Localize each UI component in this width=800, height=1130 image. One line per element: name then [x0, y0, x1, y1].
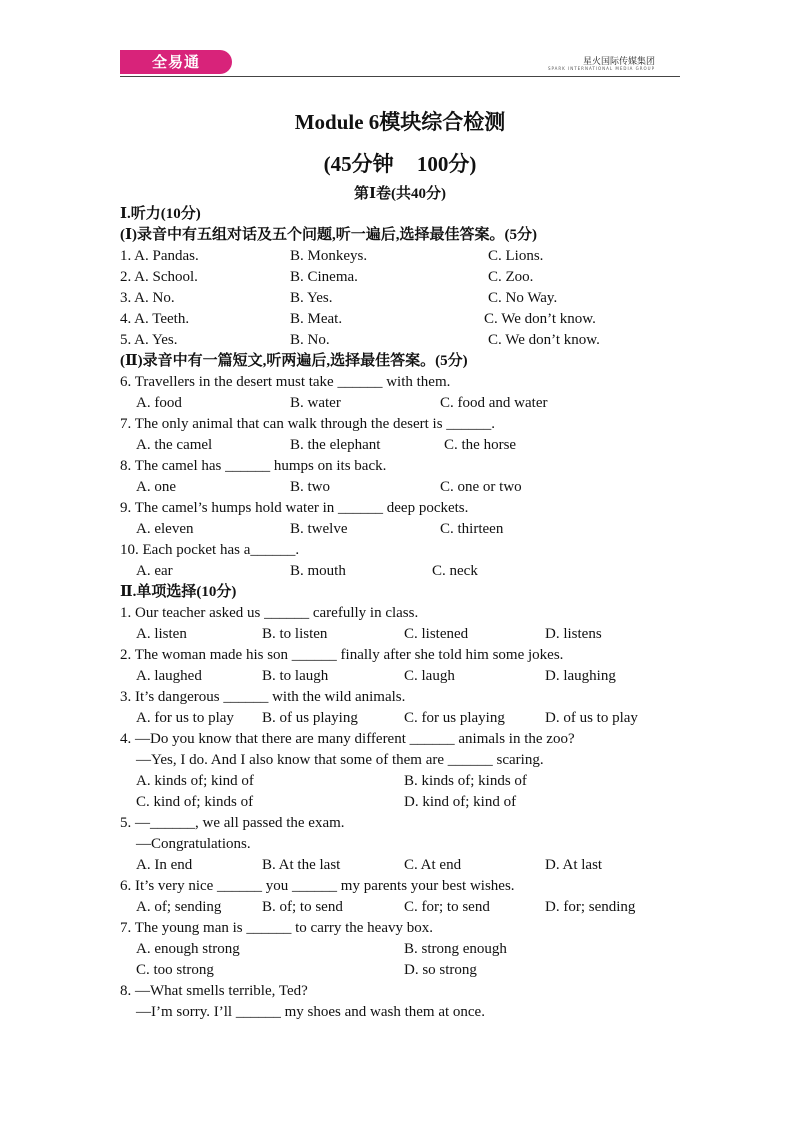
option: B. water	[290, 395, 341, 411]
option: D. so strong	[404, 962, 477, 978]
option: B. Cinema.	[290, 269, 358, 285]
question: 1. Our teacher asked us ______ carefully in class.	[120, 605, 419, 621]
option: B. to listen	[262, 626, 328, 642]
section-heading: Ⅰ.听力(10分)	[120, 206, 201, 222]
question: 2. The woman made his son ______ finally after she told him some jokes.	[120, 647, 564, 663]
option: A. one	[136, 479, 176, 495]
option: D. kind of; kind of	[404, 794, 517, 810]
option: C. We don’t know.	[484, 311, 596, 327]
option: C. laugh	[404, 668, 455, 684]
option: C. too strong	[136, 962, 214, 978]
option: C. for; to send	[404, 899, 490, 915]
option: D. laughing	[545, 668, 616, 684]
option: B. No.	[290, 332, 330, 348]
option: C. At end	[404, 857, 462, 873]
question: 8. —What smells terrible, Ted?	[120, 983, 308, 999]
option: C. No Way.	[488, 290, 558, 306]
option: B. to laugh	[262, 668, 329, 684]
question: 1. A. Pandas.	[120, 248, 199, 264]
header-divider	[120, 76, 680, 77]
option: B. kinds of; kinds of	[404, 773, 527, 789]
option: D. At last	[545, 857, 603, 873]
option: B. two	[290, 479, 331, 495]
option: C. the horse	[444, 437, 517, 453]
option: B. twelve	[290, 521, 348, 537]
question: 3. A. No.	[120, 290, 175, 306]
option: D. for; sending	[545, 899, 636, 915]
question: 4. A. Teeth.	[120, 311, 190, 327]
option: B. Yes.	[290, 290, 333, 306]
option: C. We don’t know.	[488, 332, 600, 348]
option: C. thirteen	[440, 521, 504, 537]
option: C. neck	[432, 563, 478, 579]
question: 5. A. Yes.	[120, 332, 178, 348]
option: A. In end	[136, 857, 193, 873]
publisher-subtitle: SPARK INTERNATIONAL MEDIA GROUP	[547, 66, 655, 71]
option: C. food and water	[440, 395, 548, 411]
publisher-name: 星火国际传媒集团	[582, 57, 655, 67]
option: C. Zoo.	[488, 269, 534, 285]
option: B. At the last	[262, 857, 341, 873]
question: 8. The camel has ______ humps on its back.	[120, 458, 387, 474]
question: 2. A. School.	[120, 269, 198, 285]
question: 7. The young man is ______ to carry the heavy box.	[120, 920, 433, 936]
question-continuation: —Congratulations.	[136, 836, 251, 852]
question: 5. —______, we all passed the exam.	[120, 815, 345, 831]
question: 7. The only animal that can walk through the desert is ______.	[120, 416, 496, 432]
option: B. mouth	[290, 563, 346, 579]
option: C. listened	[404, 626, 469, 642]
question: 6. It’s very nice ______ you ______ my parents your best wishes.	[120, 878, 515, 894]
part-heading: 第Ⅰ卷(共40分)	[353, 186, 446, 202]
option: A. listen	[136, 626, 187, 642]
option: B. strong enough	[404, 941, 507, 957]
question: 4. —Do you know that there are many different ______ animals in the zoo?	[120, 731, 575, 747]
subsection-heading: (Ⅱ)录音中有一篇短文,听两遍后,选择最佳答案。(5分)	[120, 353, 468, 369]
option: C. Lions.	[488, 248, 544, 264]
option: A. kinds of; kind of	[136, 773, 254, 789]
section-heading: Ⅱ.单项选择(10分)	[120, 584, 237, 600]
logo: 全易通	[120, 50, 232, 74]
option: A. of; sending	[136, 899, 222, 915]
option: C. kind of; kinds of	[136, 794, 254, 810]
option: B. Meat.	[290, 311, 343, 327]
question: 9. The camel’s humps hold water in ______ deep pockets.	[120, 500, 469, 516]
option: B. the elephant	[290, 437, 381, 453]
option: C. for us playing	[404, 710, 505, 726]
option: D. of us to play	[545, 710, 638, 726]
subsection-heading: (Ⅰ)录音中有五组对话及五个问题,听一遍后,选择最佳答案。(5分)	[120, 227, 537, 243]
option: A. ear	[136, 563, 173, 579]
option: A. laughed	[136, 668, 202, 684]
page-title: Module 6模块综合检测	[294, 110, 506, 134]
page-subtitle: (45分钟 100分)	[323, 152, 477, 176]
option: B. Monkeys.	[290, 248, 368, 264]
option: A. enough strong	[136, 941, 240, 957]
question: 10. Each pocket has a______.	[120, 542, 300, 558]
question-continuation: —Yes, I do. And I also know that some of them are ______ scaring.	[136, 752, 544, 768]
option: B. of us playing	[262, 710, 358, 726]
option: A. the camel	[136, 437, 213, 453]
option: D. listens	[545, 626, 602, 642]
question-continuation: —I’m sorry. I’ll ______ my shoes and wash them at once.	[136, 1004, 485, 1020]
option: C. one or two	[440, 479, 522, 495]
option: A. food	[136, 395, 182, 411]
question: 3. It’s dangerous ______ with the wild animals.	[120, 689, 406, 705]
question: 6. Travellers in the desert must take ______ with them.	[120, 374, 451, 390]
option: A. eleven	[136, 521, 194, 537]
option: A. for us to play	[136, 710, 234, 726]
option: B. of; to send	[262, 899, 343, 915]
